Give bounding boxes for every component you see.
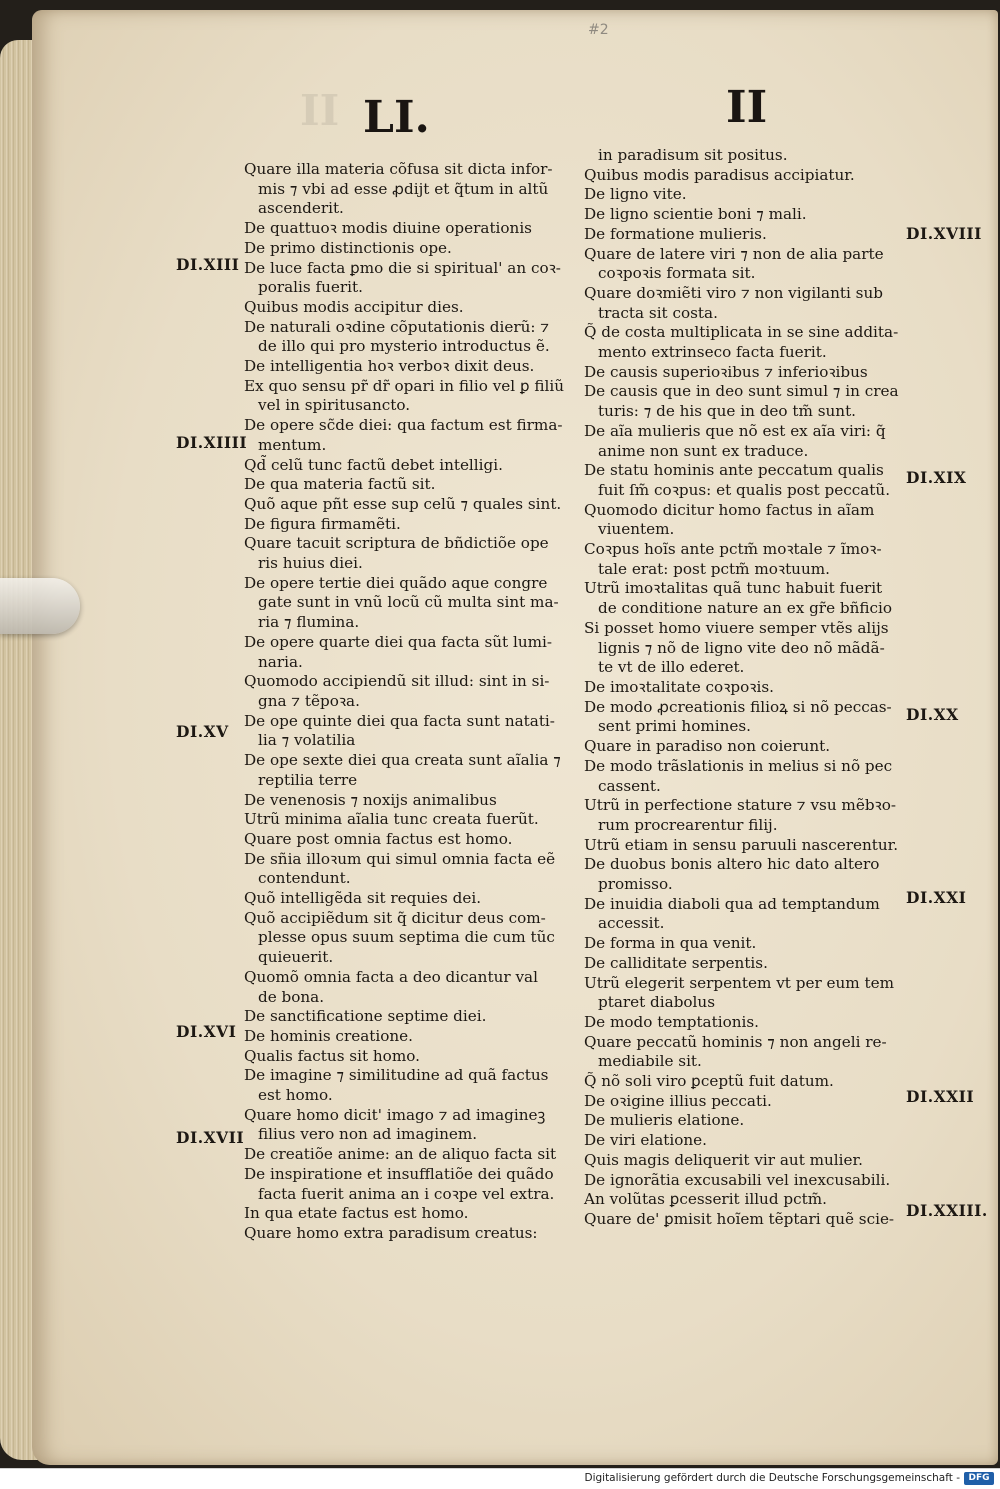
index-entry-line: reptilia terre <box>258 770 358 789</box>
index-entry-line: viuentem. <box>598 520 675 539</box>
index-entry-line: Q̃ nõ soli viro ꝑceptũ fuit datum. <box>584 1072 834 1091</box>
index-entry-line: De ope quinte diei qua facta sunt natati- <box>244 711 555 730</box>
dfg-logo-icon: DFG <box>964 1472 994 1485</box>
distinction-label: DI.XV <box>176 722 229 741</box>
index-entry-line: De primo distinctionis ope. <box>244 238 452 257</box>
index-entry-line: coꝛpoꝛis formata sit. <box>598 264 756 283</box>
distinction-label: DI.XVIII <box>906 224 982 243</box>
pencil-mark: #2 <box>588 22 609 38</box>
folio-left: LI. <box>363 92 430 143</box>
index-entry-line: De formatione mulieris. <box>584 224 767 243</box>
index-entry-line: Quare post omnia factus est homo. <box>244 829 513 848</box>
index-entry-line: de bona. <box>258 987 325 1006</box>
index-entry-line: ria ⁊ flumina. <box>258 613 360 632</box>
index-entry-line: Quare illa materia cõfusa sit dicta infor- <box>244 160 553 178</box>
bookmark-slip-icon <box>0 578 80 634</box>
distinction-label: DI.XXII <box>906 1087 975 1106</box>
index-entry-line: quieuerit. <box>258 948 334 967</box>
index-entry-line: Quõ intelligẽda sit requies dei. <box>244 889 482 908</box>
index-entry-line: Quomõ omnia facta a deo dicantur val <box>244 967 538 986</box>
index-entry-line: De naturali oꝛdine cõputationis dierũ: ⁊ <box>244 317 550 336</box>
index-entry-line: De quattuoꝛ modis diuine operationis <box>244 219 532 238</box>
index-entry-line: De inuidia diaboli qua ad temptandum <box>584 894 880 913</box>
index-entry-line: De hominis creatione. <box>244 1026 413 1045</box>
index-entry-line: ptaret diabolus <box>598 993 715 1012</box>
index-entry-line: gate sunt in vnũ locũ cũ multa sint ma- <box>258 593 559 612</box>
index-entry-line: Qd̃ celũ tunc factũ debet intelligi. <box>244 455 503 474</box>
index-entry-line: de illo qui pro mysterio introductus ẽ. <box>258 337 550 356</box>
index-entry-line: Quõ accipiẽdum sit q̃ dicitur deus com- <box>244 908 546 927</box>
index-entry-line: sent primi homines. <box>598 717 751 736</box>
index-entry-line: Utrũ imoꝛtalitas quã tunc habuit fuerit <box>584 579 883 598</box>
index-entry-line: De ligno vite. <box>584 185 687 204</box>
index-entry-line: mento extrinseco facta fuerit. <box>598 343 827 362</box>
index-entry-line: De luce facta ꝑmo die si spiritual' an coꝛ- <box>244 258 561 277</box>
index-entry-line: De inspiratione et insufflatiõe dei quãdo <box>244 1164 554 1183</box>
index-entry-line: Quare homo extra paradisum creatus: <box>244 1223 538 1242</box>
index-entry-line: De causis superioꝛibus ⁊ inferioꝛibus <box>584 362 868 381</box>
index-entry-line: Quare doꝛmiẽti viro ⁊ non vigilanti sub <box>584 283 883 302</box>
index-entry-line: est homo. <box>258 1086 333 1105</box>
index-entry-line: Quomodo accipiendũ sit illud: sint in si- <box>244 672 550 691</box>
folio-right: II <box>726 82 768 133</box>
index-entry-line: Quare de' ꝑmisit hoĩem tẽptari quẽ scie- <box>584 1209 895 1228</box>
index-entry-line: te vt de illo ederet. <box>598 658 745 677</box>
distinction-label: DI.XXI <box>906 888 967 907</box>
index-entry-line: De ligno scientie boni ⁊ mali. <box>584 205 807 224</box>
index-entry-line: De opere tertie diei quãdo aque congre <box>244 573 548 592</box>
index-entry-line: de conditione nature an ex gr̃e bñficio <box>598 599 893 618</box>
index-entry-line: tale erat: post pctm̃ moꝛtuum. <box>598 559 830 578</box>
index-entry-line: De figura firmamẽti. <box>244 514 401 533</box>
index-entry-line: De viri elatione. <box>584 1131 707 1150</box>
index-entry-line: plesse opus suum septima die cum tũc <box>258 928 555 947</box>
index-entry-line: vel in spiritusancto. <box>258 396 411 415</box>
index-entry-line: Utrũ in perfectione stature ⁊ vsu mẽbꝛo- <box>584 796 897 815</box>
distinction-label: DI.XIIII <box>176 433 248 452</box>
index-entry-line: Si posset homo viuere semper vtẽs alijs <box>584 618 889 637</box>
bleed-through-mark: II <box>300 86 340 135</box>
index-entry-line: De creatiõe anime: an de aliquo facta sit <box>244 1145 557 1164</box>
index-entry-line: mentum. <box>258 435 327 454</box>
index-entry-line: lignis ⁊ nõ de ligno vite deo nõ mãdã- <box>598 638 885 657</box>
index-entry-line: facta fuerit anima an i coꝛpe vel extra. <box>258 1184 555 1203</box>
index-entry-line: gna ⁊ tẽpoꝛa. <box>258 691 360 710</box>
index-entry-line: Utrũ minima aĩalia tunc creata fuerũt. <box>244 810 539 829</box>
index-entry-line: De duobus bonis altero hic dato altero <box>584 855 880 874</box>
index-entry-line: poralis fuerit. <box>258 278 363 297</box>
index-entry-line: anime non sunt ex traduce. <box>598 441 809 460</box>
index-entry-line: In qua etate factus est homo. <box>244 1204 469 1223</box>
index-entry-line: De imagine ⁊ similitudine ad quã factus <box>244 1066 549 1085</box>
index-entry-line: De venenosis ⁊ noxijs animalibus <box>244 790 497 809</box>
left-column <box>244 160 564 1244</box>
index-entry-line: Qualis factus sit homo. <box>244 1046 420 1065</box>
distinction-label: DI.XIX <box>906 468 967 487</box>
distinction-label: DI.XIII <box>176 255 240 274</box>
index-entry-line: tracta sit costa. <box>598 303 718 322</box>
index-entry-line: turis: ⁊ de his que in deo tm̃ sunt. <box>598 402 857 421</box>
index-entry-line: Q̃ de costa multiplicata in se sine addita- <box>584 323 899 342</box>
footer-credit: Digitalisierung gefördert durch die Deutsche Forschungsgemeinschaft - <box>584 1472 960 1484</box>
index-entry-line: De intelligentia hoꝛ verboꝛ dixit deus. <box>244 357 535 376</box>
distinction-label: DI.XVI <box>176 1022 237 1041</box>
index-entry-line: De modo trãslationis in melius si nõ pec <box>584 756 893 775</box>
index-entry-line: De oꝛigine illius peccati. <box>584 1091 772 1110</box>
index-entry-line: mediabile sit. <box>598 1052 702 1071</box>
index-entry-line: Quibus modis paradisus accipiatur. <box>584 165 855 184</box>
index-entry-line: ris huius diei. <box>258 554 363 573</box>
index-entry-line: Quare homo dicit' imago ⁊ ad imagineꝫ <box>244 1105 546 1124</box>
index-entry-line: filius vero non ad imaginem. <box>258 1125 478 1144</box>
index-entry-line: contendunt. <box>258 869 351 888</box>
index-entry-line: De statu hominis ante peccatum qualis <box>584 461 884 480</box>
index-entry-line: De sanctificatione septime diei. <box>244 1007 487 1026</box>
index-entry-line: Quibus modis accipitur dies. <box>244 297 464 316</box>
index-entry-line: Quare peccatũ hominis ⁊ non angeli re- <box>584 1032 887 1051</box>
index-entry-line: De opere sc̃de diei: qua factum est firma- <box>244 416 563 435</box>
index-entry-line: De aĩa mulieris que nõ est ex aĩa viri: q̃ <box>584 421 886 440</box>
index-entry-line: Utrũ etiam in sensu paruuli nascerentur. <box>584 835 899 854</box>
index-entry-line: De sñia illoꝛum qui simul omnia facta eẽ <box>244 849 556 868</box>
index-entry-line: De imoꝛtalitate coꝛpoꝛis. <box>584 677 774 696</box>
index-entry-line: De causis que in deo sunt simul ⁊ in crea <box>584 382 899 401</box>
index-entry-line: Quomodo dicitur homo factus in aĩam <box>584 500 875 519</box>
index-entry-line: Quare in paradiso non coierunt. <box>584 737 831 756</box>
index-entry-line: accessit. <box>598 914 665 933</box>
footer-bar <box>0 1468 1000 1489</box>
index-entry-line: lia ⁊ volatilia <box>258 731 356 750</box>
index-entry-line: fuit ſm̃ coꝛpus: et qualis post peccatũ. <box>598 480 891 499</box>
index-entry-line: Utrũ elegerit serpentem vt per eum tem <box>584 973 895 992</box>
index-entry-line: Quõ aque pñt esse sup celũ ⁊ quales sint. <box>244 494 562 513</box>
index-entry-line: cassent. <box>598 776 661 795</box>
distinction-label: DI.XVII <box>176 1128 245 1147</box>
index-entry-line: De ope sexte diei qua creata sunt aĩalia ⁊ <box>244 751 561 770</box>
index-entry-line: De ignorãtia excusabili vel inexcusabili. <box>584 1170 891 1189</box>
index-entry-line: De modo temptationis. <box>584 1012 759 1031</box>
index-entry-line: mis ⁊ vbi ad esse ꝓdijt et q̃tum in altũ <box>258 179 549 198</box>
index-entry-line: in paradisum sit positus. <box>598 146 788 164</box>
distinction-label: DI.XX <box>906 705 959 724</box>
index-entry-line: De calliditate serpentis. <box>584 953 768 972</box>
index-entry-line: Ex quo sensu pr̃ dr̃ opari in filio vel ꝑ filiũ <box>244 376 565 395</box>
index-entry-line: An volũtas ꝑcesserit illud pctm̃. <box>584 1190 827 1209</box>
right-column <box>584 146 899 1230</box>
index-entry-line: De qua materia factũ sit. <box>244 475 436 494</box>
index-entry-line: Quare tacuit scriptura de bñdictiõe ope <box>244 534 549 553</box>
index-entry-line: Coꝛpus hoĩs ante pctm̃ moꝛtale ⁊ ĩmoꝛ- <box>584 540 882 559</box>
index-entry-line: Quis magis deliquerit vir aut mulier. <box>584 1150 863 1169</box>
distinction-label: DI.XXIII. <box>906 1201 988 1220</box>
index-entry-line: Quare de latere viri ⁊ non de alia parte <box>584 244 884 263</box>
index-entry-line: De modo ꝓcreationis filioꝝ si nõ peccas- <box>584 697 892 716</box>
index-entry-line: De mulieris elatione. <box>584 1111 745 1130</box>
index-entry-line: promisso. <box>598 875 673 894</box>
index-entry-line: naria. <box>258 652 303 671</box>
index-entry-line: rum procrearentur filij. <box>598 815 778 834</box>
index-entry-line: De opere quarte diei qua facta sũt lumi- <box>244 632 552 651</box>
index-entry-line: ascenderit. <box>258 199 344 218</box>
index-entry-line: De forma in qua venit. <box>584 934 757 953</box>
